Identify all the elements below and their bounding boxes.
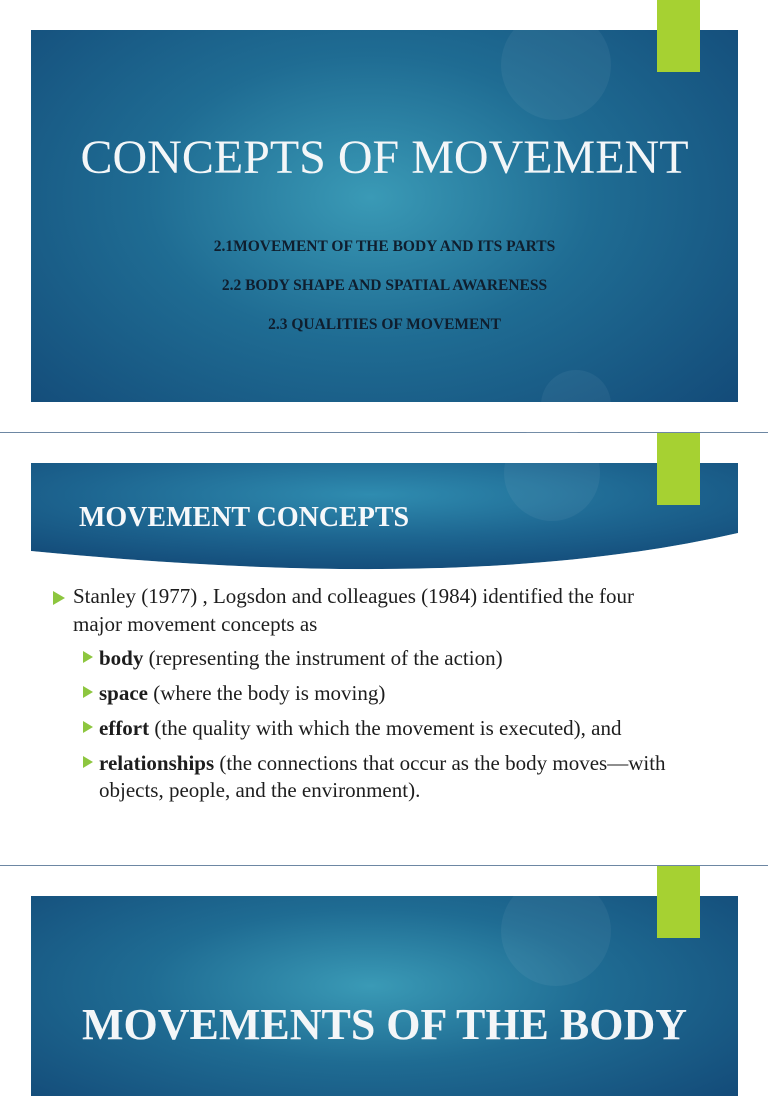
concept-item-relationships [99,750,666,777]
slide-3 [0,866,768,1049]
concept-term: space [99,681,148,705]
slide-1 [0,0,768,432]
intro-line-2: major movement concepts as [73,612,318,636]
decorative-bubble [501,10,611,120]
bullet-arrow-icon [53,591,65,605]
bullet-arrow-icon [83,651,93,663]
slide-1-title: CONCEPTS OF MOVEMENT [80,131,689,184]
green-accent-bar [657,433,700,505]
concept-desc: (the connections that occur as the body moves—with [214,751,666,775]
slide-1-subtitle-2: 2.2 BODY SHAPE AND SPATIAL AWARENESS [221,277,548,294]
slide-1-title-panel [31,30,738,402]
bullet-arrow-icon [83,721,93,733]
concept-desc: (the quality with which the movement is executed), and [149,716,622,740]
concept-desc: (where the body is moving) [148,681,386,705]
concept-term: body [99,646,144,670]
slide-1-subtitle-3: 2.3 QUALITIES OF MOVEMENT [268,316,501,333]
concept-item-space [99,680,385,707]
concept-term: effort [99,716,150,740]
slide-3-title: MOVEMENTS OF THE BODY [81,1000,688,1049]
concept-item-body [99,645,503,672]
bullet-arrow-icon [83,756,93,768]
slide-2-title: MOVEMENT CONCEPTS [79,502,410,533]
concept-desc: (representing the instrument of the action) [143,646,503,670]
bullet-arrow-icon [83,686,93,698]
concept-item-relationships-cont: objects, people, and the environment). [99,778,421,802]
decorative-bubble [501,876,611,986]
slide-3-title-panel [31,896,738,1096]
green-accent-bar [657,866,700,938]
intro-line-1: Stanley (1977) , Logsdon and colleagues (1984) identified the four [73,584,635,608]
green-accent-bar [657,0,700,72]
slide-2 [0,433,768,865]
slide-1-subtitle-1: 2.1MOVEMENT OF THE BODY AND ITS PARTS [213,238,556,255]
concept-term: relationships [99,751,215,775]
concept-item-effort [99,715,622,742]
